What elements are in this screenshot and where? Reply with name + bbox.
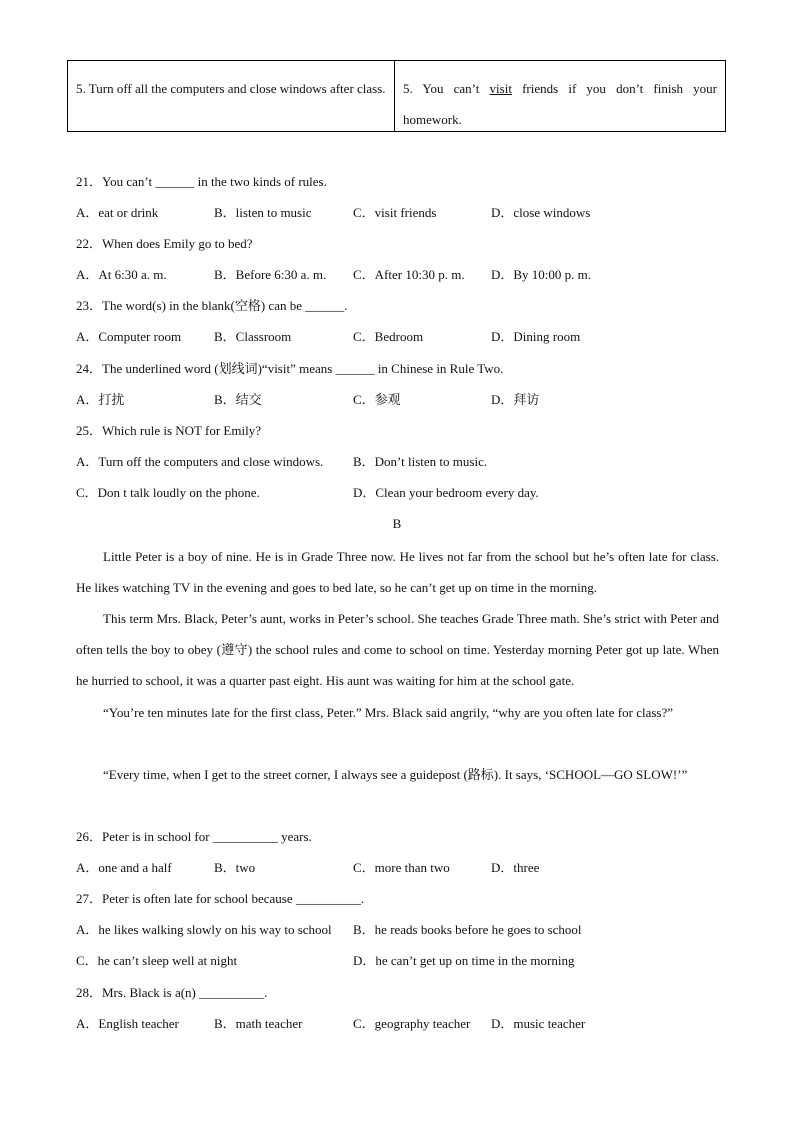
question-23: 23．The word(s) in the blank(空格) can be ______. xyxy=(76,298,348,313)
q21-option-d[interactable]: D．close windows xyxy=(491,205,591,220)
q27-option-d[interactable]: D．he can’t get up on time in the morning xyxy=(353,953,575,968)
q28-option-b[interactable]: B．math teacher xyxy=(214,1016,303,1031)
rule-underlined-word: visit xyxy=(489,81,512,96)
question-25: 25．Which rule is NOT for Emily? xyxy=(76,423,261,438)
q27-option-b[interactable]: B．he reads books before he goes to school xyxy=(353,922,582,937)
question-28: 28．Mrs. Black is a(n) __________. xyxy=(76,985,268,1000)
q21-option-b[interactable]: B．listen to music xyxy=(214,205,312,220)
passage-paragraph-2: This term Mrs. Black, Peter’s aunt, works in Peter’s school. She teaches Grade Three math. She’s strict with Peter and often tells the boy to obey (遵守) the school rules and come to school on time. Yesterday morning Peter got up late. When he hurried to school, it was a quarter past eight. His aunt was waiting for him at the school gate. xyxy=(76,611,719,688)
passage-paragraph-1: Little Peter is a boy of nine. He is in Grade Three now. He lives not far from the school but he’s often late for class. He likes watching TV in the evening and goes to bed late, so he can’t get up on time in the morning. xyxy=(76,549,719,595)
q21-option-a[interactable]: A．eat or drink xyxy=(76,205,159,220)
passage-paragraph-4: “Every time, when I get to the street corner, I always see a guidepost (路标). It says, ‘SCHOOL—GO SLOW!’” xyxy=(103,767,688,782)
question-26: 26．Peter is in school for __________ years. xyxy=(76,829,312,844)
q23-option-d[interactable]: D．Dining room xyxy=(491,329,581,344)
q21-option-c[interactable]: C．visit friends xyxy=(353,205,437,220)
question-22: 22．When does Emily go to bed? xyxy=(76,236,253,251)
q26-option-c[interactable]: C．more than two xyxy=(353,860,450,875)
q24-option-c[interactable]: C．参观 xyxy=(353,392,401,407)
q22-option-a[interactable]: A．At 6:30 a. m. xyxy=(76,267,167,282)
q28-option-a[interactable]: A．English teacher xyxy=(76,1016,179,1031)
q22-option-c[interactable]: C．After 10:30 p. m. xyxy=(353,267,465,282)
section-b-heading: B xyxy=(392,516,402,531)
q22-option-b[interactable]: B．Before 6:30 a. m. xyxy=(214,267,327,282)
q25-option-b[interactable]: B．Don’t listen to music. xyxy=(353,454,488,469)
q22-option-d[interactable]: D．By 10:00 p. m. xyxy=(491,267,592,282)
q23-option-b[interactable]: B．Classroom xyxy=(214,329,292,344)
q26-option-a[interactable]: A．one and a half xyxy=(76,860,172,875)
rule-text-post: friends if you don’t finish your homework. xyxy=(403,81,718,127)
q24-option-b[interactable]: B．结交 xyxy=(214,392,262,407)
rules-table-right-cell xyxy=(395,61,725,131)
q28-option-c[interactable]: C．geography teacher xyxy=(353,1016,471,1031)
q28-option-d[interactable]: D．music teacher xyxy=(491,1016,586,1031)
question-21: 21．You can’t ______ in the two kinds of rules. xyxy=(76,174,327,189)
question-27: 27．Peter is often late for school because __________. xyxy=(76,891,365,906)
q27-option-c[interactable]: C．he can’t sleep well at night xyxy=(76,953,238,968)
q26-option-d[interactable]: D．three xyxy=(491,860,540,875)
q23-option-c[interactable]: C．Bedroom xyxy=(353,329,424,344)
q25-option-a[interactable]: A．Turn off the computers and close windows. xyxy=(76,454,324,469)
question-24: 24．The underlined word (划线词)“visit” means ______ in Chinese in Rule Two. xyxy=(76,361,504,376)
q27-option-a[interactable]: A．he likes walking slowly on his way to school xyxy=(76,922,332,937)
rules-table xyxy=(67,60,726,132)
passage-paragraph-3: “You’re ten minutes late for the first class, Peter.” Mrs. Black said angrily, “why are you often late for class?” xyxy=(103,705,674,720)
q24-option-d[interactable]: D．拜访 xyxy=(491,392,540,407)
q24-option-a[interactable]: A．打扰 xyxy=(76,392,125,407)
q25-option-c[interactable]: C．Don t talk loudly on the phone. xyxy=(76,485,260,500)
q26-option-b[interactable]: B．two xyxy=(214,860,256,875)
q25-option-d[interactable]: D．Clean your bedroom every day. xyxy=(353,485,539,500)
q23-option-a[interactable]: A．Computer room xyxy=(76,329,182,344)
rules-table-left-cell: 5. Turn off all the computers and close windows after class. xyxy=(68,61,395,131)
rule-text-pre: 5. You can’t xyxy=(403,81,490,96)
